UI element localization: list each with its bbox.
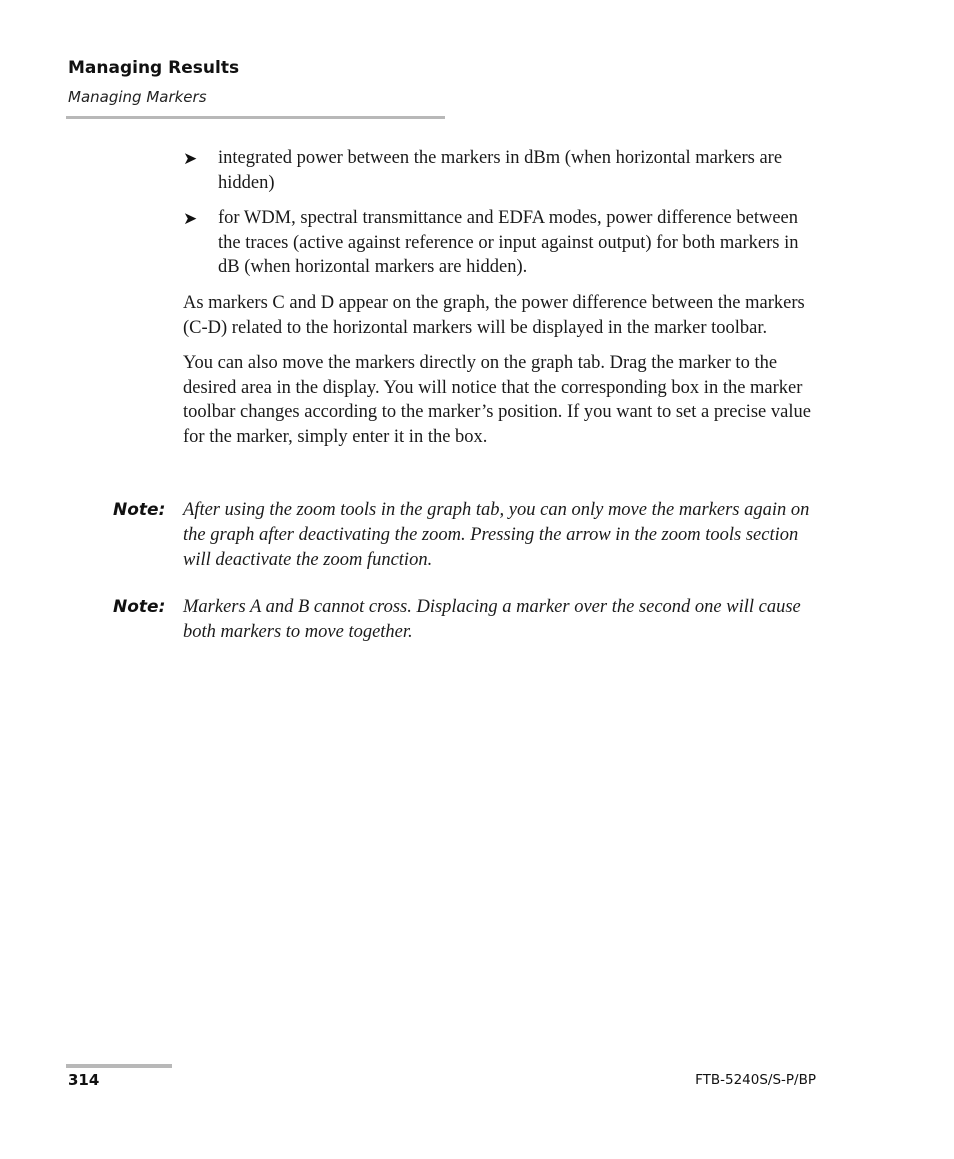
arrow-bullet-icon: ➤ [183,209,198,230]
page-header [68,57,444,107]
main-content [183,146,823,461]
note-text: Markers A and B cannot cross. Displacing a marker over the second one will cause both markers to move together. [183,597,801,642]
bullet-item [183,146,823,195]
footer-divider [66,1064,172,1068]
section-title: Managing Results [68,58,240,78]
arrow-bullet-icon: ➤ [183,149,198,169]
note-label: Note: [113,597,166,617]
note-block [113,498,823,573]
bullet-item [183,206,823,280]
note-text: After using the zoom tools in the graph tab, you can only move the markers again on the graph after deactivating the zoom. Pressing the arrow in the zoom tools section will deactivate the zoom function. [183,500,810,570]
page-number: 314 [68,1071,100,1089]
bullet-text: integrated power between the markers in dBm (when horizontal markers are hidden) [218,148,783,193]
section-subtitle: Managing Markers [68,88,207,106]
note-label: Note: [113,500,166,520]
document-code: FTB-5240S/S-P/BP [695,1072,816,1088]
bullet-text: for WDM, spectral transmittance and EDFA modes, power difference between the traces (active against reference or input against output) for both markers in dB (when horizontal markers are hidden). [218,208,799,278]
paragraph: You can also move the markers directly on the graph tab. Drag the marker to the desired area in the display. You will notice that the corresponding box in the marker toolbar changes according to the marker’s position. If you want to set a precise value for the marker, simply enter it in the box. [183,353,811,447]
header-divider [66,116,445,119]
paragraph: As markers C and D appear on the graph, the power difference between the markers (C-D) related to the horizontal markers will be displayed in the marker toolbar. [183,292,805,338]
note-block [113,595,823,645]
